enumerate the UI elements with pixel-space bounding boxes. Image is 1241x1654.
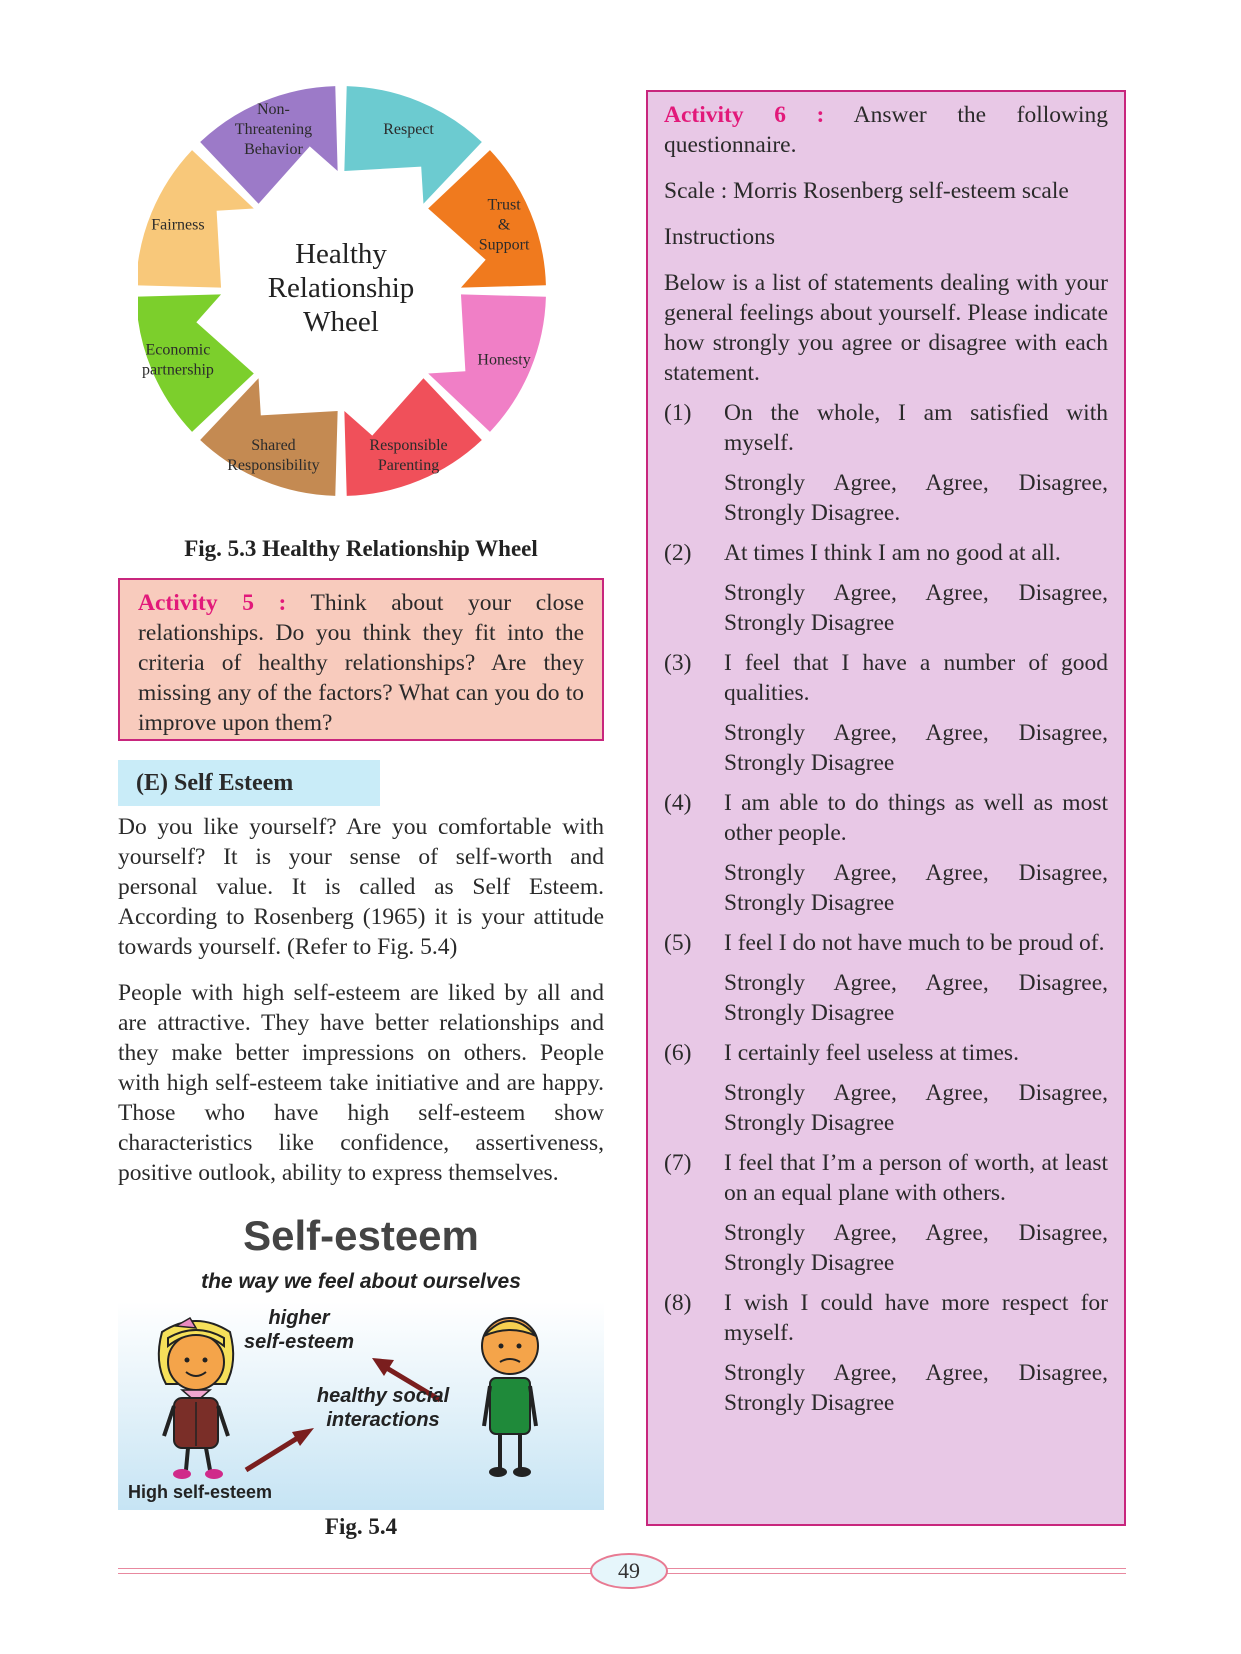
higher-label-line-2: self-esteem [243, 1331, 355, 1353]
questionnaire-item [664, 1148, 1108, 1208]
self-esteem-paragraph-1: Do you like yourself? Are you comfortable with yourself? It is your sense of self-worth and personal value. It is called as Self Esteem. According to Rosenberg (1965) it is your attitude towards yourself. (Refer to Fig. 5.4) [118, 814, 604, 960]
healthy-relationship-wheel [138, 86, 598, 536]
questionnaire-item-number: (4) [664, 790, 692, 816]
questionnaire-item-number: (7) [664, 1150, 692, 1176]
questionnaire-item-response-options [664, 858, 1108, 918]
activity-6-instructions: Below is a list of statements dealing with your general feelings about yourself. Please indicate how strongly you agree or disagree with each statement. [664, 270, 1108, 386]
response-options-line-1: Strongly Agree, Agree, Disagree, [724, 470, 1108, 496]
activity-5-text: Think about your close relationships. Do you think they fit into the criteria of healthy relationships? Are they missing any of the factors? What can you do to improve upon them? [138, 590, 584, 736]
questionnaire-item-response-options [664, 1358, 1108, 1418]
questionnaire-item-text: I certainly feel useless at times. [724, 1040, 1019, 1066]
self-esteem-figure [118, 1210, 604, 1510]
self-esteem-heading: (E) Self Esteem [118, 760, 380, 806]
activity-5-label: Activity 5 : [138, 590, 287, 616]
response-options-line-1: Strongly Agree, Agree, Disagree, [724, 1080, 1108, 1106]
questionnaire-item-number: (8) [664, 1290, 692, 1316]
activity-6-instructions-title: Instructions [664, 224, 775, 250]
questionnaire-item-text: At times I think I am no good at all. [724, 540, 1061, 566]
response-options-line-1: Strongly Agree, Agree, Disagree, [724, 580, 1108, 606]
higher-self-esteem-label [224, 1306, 374, 1354]
questionnaire-item [664, 538, 1108, 568]
self-esteem-paragraph-2: People with high self-esteem are liked by all and are attractive. They have better relationships and they make better impressions on others. People with high self-esteem take initiative and are happy. Those who have high self-esteem show characteristics like confidence, assertiveness, positive outlook, ability to express themselves. [118, 980, 604, 1186]
questionnaire-item [664, 1038, 1108, 1068]
response-options-line-2: Strongly Disagree [724, 1390, 895, 1416]
wheel-segment-label: Fairness [151, 216, 205, 234]
wheel-segment-label: Shared Responsibility [227, 437, 320, 475]
questionnaire-item-text: On the whole, I am satisfied with myself. [724, 400, 1108, 456]
response-options-line-2: Strongly Disagree [724, 1250, 895, 1276]
wheel-segment-label: Responsible Parenting [369, 437, 448, 475]
response-options-line-1: Strongly Agree, Agree, Disagree, [724, 1220, 1108, 1246]
questionnaire-item [664, 788, 1108, 848]
response-options-line-2: Strongly Disagree [724, 890, 895, 916]
questionnaire-item-response-options [664, 1078, 1108, 1138]
wheel-segment-label: Respect [383, 120, 434, 138]
questionnaire-item-response-options [664, 968, 1108, 1028]
questionnaire-item-text: I feel that I’m a person of worth, at least on an equal plane with others. [724, 1150, 1108, 1206]
questionnaire-item-response-options [664, 578, 1108, 638]
questionnaire-item-text: I am able to do things as well as most other people. [724, 790, 1108, 846]
wheel-segment-label: Trust & Support [478, 196, 530, 254]
response-options-line-2: Strongly Disagree [724, 750, 895, 776]
response-options-line-1: Strongly Agree, Agree, Disagree, [724, 1360, 1108, 1386]
self-esteem-illustration [118, 1302, 604, 1510]
figure-5-3-caption: Fig. 5.3 Healthy Relationship Wheel [184, 536, 538, 561]
wheel-center-title: Healthy Relationship Wheel [267, 238, 415, 338]
activity-6-intro [664, 100, 1108, 160]
activity-6-box [646, 90, 1126, 1526]
questionnaire-item [664, 928, 1108, 958]
figure-5-4-caption: Fig. 5.4 [324, 1514, 398, 1539]
page-number: 49 [618, 1558, 640, 1583]
activity-5-box [118, 578, 604, 741]
wheel-segment-label: Non-Threatening Behavior [234, 100, 313, 158]
questionnaire-item-text: I feel I do not have much to be proud of. [724, 930, 1105, 956]
response-options-line-2: Strongly Disagree [724, 1110, 895, 1136]
questionnaire-item-response-options [664, 718, 1108, 778]
questionnaire-item-number: (2) [664, 540, 692, 566]
questionnaire-item-number: (3) [664, 650, 692, 676]
questionnaire-item-number: (6) [664, 1040, 692, 1066]
self-esteem-figure-subtitle: the way we feel about ourselves [201, 1270, 521, 1293]
response-options-line-2: Strongly Disagree. [724, 500, 901, 526]
healthy-label-line-2: interactions [326, 1409, 440, 1431]
response-options-line-1: Strongly Agree, Agree, Disagree, [724, 720, 1108, 746]
activity-6-intro-text: Answer the following questionnaire. [664, 102, 1109, 158]
questionnaire-item [664, 1288, 1108, 1348]
questionnaire-item-text: I feel that I have a number of good qualities. [724, 650, 1108, 706]
healthy-social-interactions-label [298, 1384, 468, 1432]
questionnaire-item-number: (1) [664, 400, 692, 426]
questionnaire-list [664, 398, 1108, 1418]
questionnaire-item-text: I wish I could have more respect for myself. [724, 1290, 1108, 1346]
questionnaire-item-response-options [664, 468, 1108, 528]
wheel-graphic [138, 86, 598, 536]
questionnaire-item [664, 398, 1108, 458]
questionnaire-item-response-options [664, 1218, 1108, 1278]
response-options-line-2: Strongly Disagree [724, 1000, 895, 1026]
response-options-line-1: Strongly Agree, Agree, Disagree, [724, 970, 1108, 996]
self-esteem-figure-title: Self-esteem [243, 1212, 479, 1259]
wheel-segment-label: Honesty [477, 351, 531, 369]
higher-label-line-1: higher [268, 1307, 330, 1329]
high-self-esteem-label: High self-esteem [128, 1482, 273, 1502]
response-options-line-1: Strongly Agree, Agree, Disagree, [724, 860, 1108, 886]
wheel-segment-label: Economic partnership [141, 341, 214, 379]
response-options-line-2: Strongly Disagree [724, 610, 895, 636]
activity-6-scale: Scale : Morris Rosenberg self-esteem scale [664, 178, 1069, 204]
activity-6-label: Activity 6 : [664, 102, 825, 128]
questionnaire-item-number: (5) [664, 930, 692, 956]
healthy-label-line-1: healthy social [316, 1385, 450, 1407]
questionnaire-item [664, 648, 1108, 708]
